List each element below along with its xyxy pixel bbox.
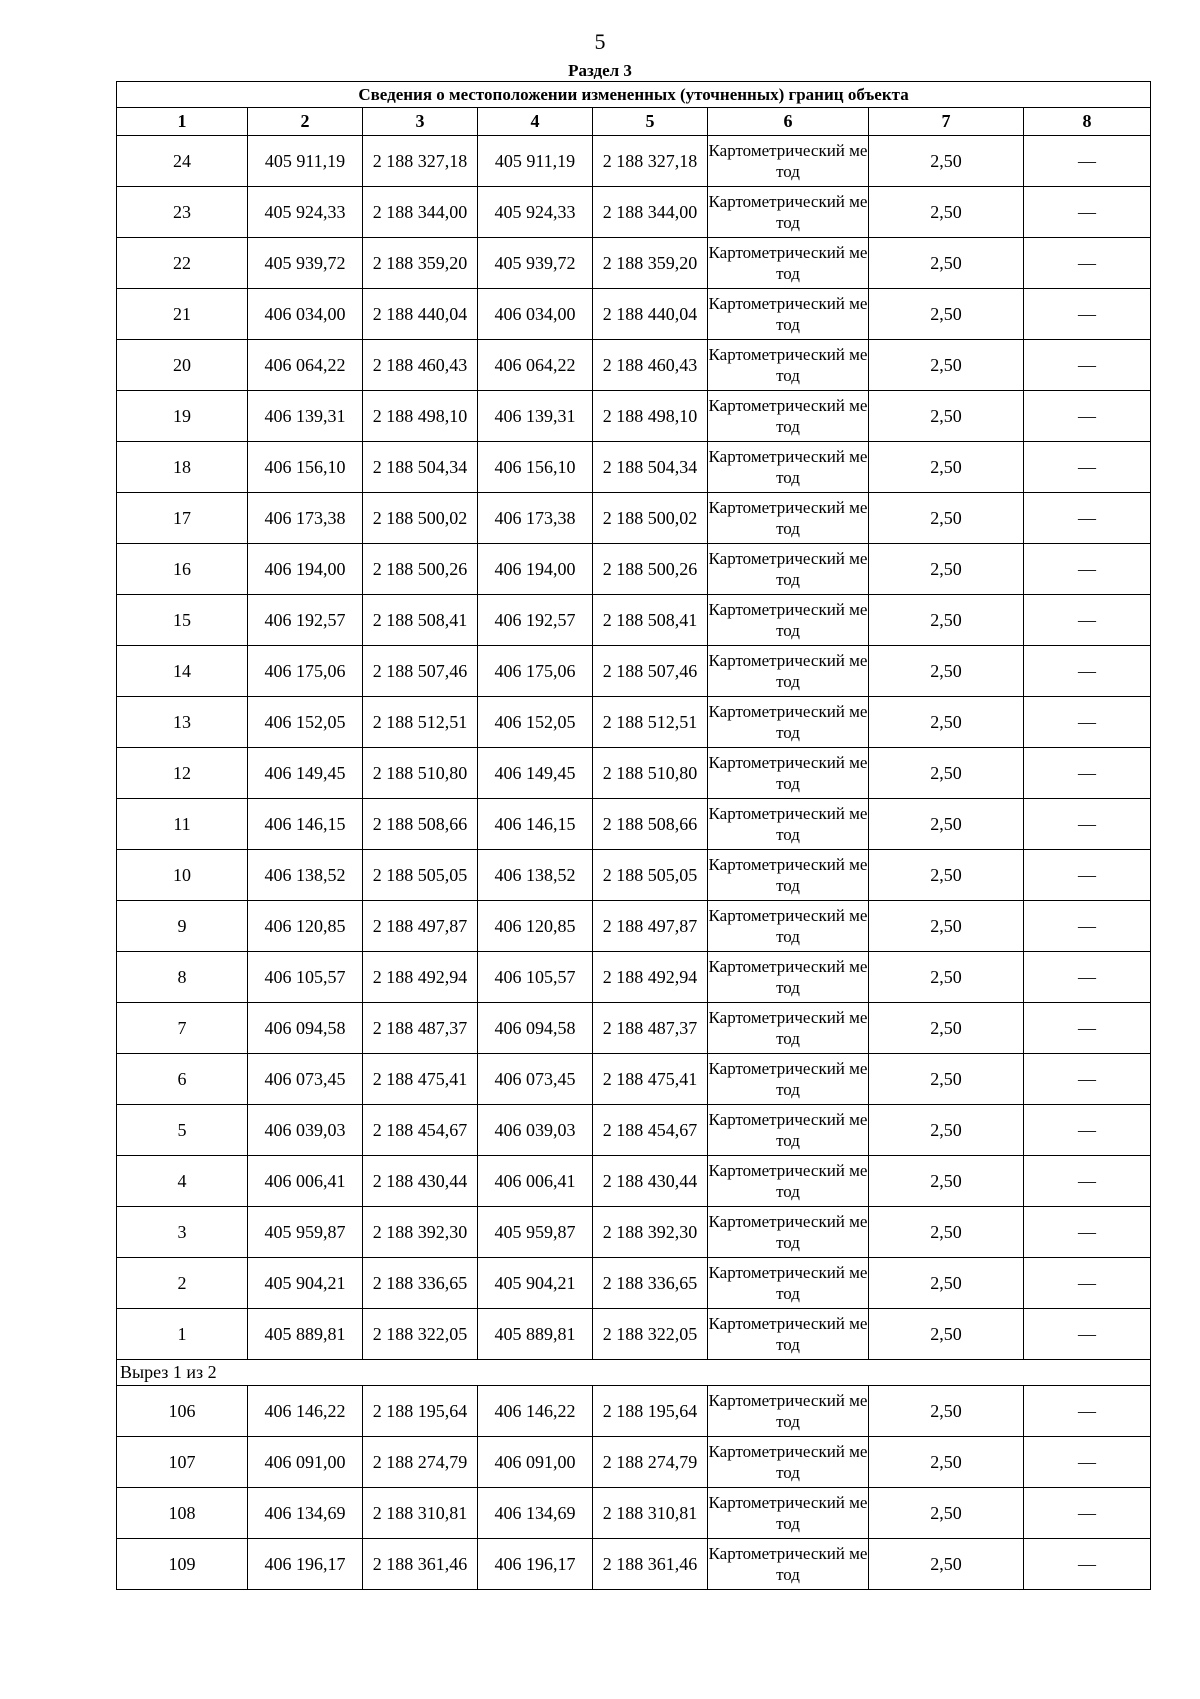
table-row bbox=[117, 238, 1151, 289]
y-existing-cell: 2 188 454,67 bbox=[363, 1105, 478, 1156]
y-refined-cell: 2 188 500,26 bbox=[593, 544, 708, 595]
y-refined-cell: 2 188 500,02 bbox=[593, 493, 708, 544]
accuracy-cell: 2,50 bbox=[869, 748, 1024, 799]
y-refined-cell: 2 188 274,79 bbox=[593, 1437, 708, 1488]
x-refined-cell: 406 192,57 bbox=[478, 595, 593, 646]
point-number-cell: 13 bbox=[117, 697, 248, 748]
description-cell: — bbox=[1024, 952, 1151, 1003]
y-refined-cell: 2 188 322,05 bbox=[593, 1309, 708, 1360]
table-row bbox=[117, 1309, 1151, 1360]
description-cell: — bbox=[1024, 442, 1151, 493]
x-existing-cell: 406 039,03 bbox=[248, 1105, 363, 1156]
column-number: 2 bbox=[248, 108, 363, 136]
column-number: 8 bbox=[1024, 108, 1151, 136]
method-cell: Картометрический метод bbox=[708, 442, 869, 493]
x-refined-cell: 406 094,58 bbox=[478, 1003, 593, 1054]
accuracy-cell: 2,50 bbox=[869, 1258, 1024, 1309]
point-number-cell: 9 bbox=[117, 901, 248, 952]
x-refined-cell: 406 120,85 bbox=[478, 901, 593, 952]
method-cell: Картометрический метод bbox=[708, 646, 869, 697]
column-number: 5 bbox=[593, 108, 708, 136]
y-existing-cell: 2 188 500,26 bbox=[363, 544, 478, 595]
description-cell: — bbox=[1024, 544, 1151, 595]
y-refined-cell: 2 188 327,18 bbox=[593, 136, 708, 187]
table-row bbox=[117, 1488, 1151, 1539]
x-existing-cell: 406 064,22 bbox=[248, 340, 363, 391]
point-number-cell: 107 bbox=[117, 1437, 248, 1488]
y-existing-cell: 2 188 504,34 bbox=[363, 442, 478, 493]
accuracy-cell: 2,50 bbox=[869, 391, 1024, 442]
accuracy-cell: 2,50 bbox=[869, 646, 1024, 697]
method-cell: Картометрический метод bbox=[708, 901, 869, 952]
method-cell: Картометрический метод bbox=[708, 1054, 869, 1105]
method-cell: Картометрический метод bbox=[708, 1309, 869, 1360]
column-number-row bbox=[117, 108, 1151, 136]
method-cell: Картометрический метод bbox=[708, 238, 869, 289]
y-existing-cell: 2 188 492,94 bbox=[363, 952, 478, 1003]
point-number-cell: 24 bbox=[117, 136, 248, 187]
y-existing-cell: 2 188 512,51 bbox=[363, 697, 478, 748]
table-row bbox=[117, 340, 1151, 391]
y-refined-cell: 2 188 440,04 bbox=[593, 289, 708, 340]
x-existing-cell: 406 091,00 bbox=[248, 1437, 363, 1488]
accuracy-cell: 2,50 bbox=[869, 1437, 1024, 1488]
table-row bbox=[117, 493, 1151, 544]
description-cell: — bbox=[1024, 1105, 1151, 1156]
y-refined-cell: 2 188 344,00 bbox=[593, 187, 708, 238]
description-cell: — bbox=[1024, 136, 1151, 187]
method-cell: Картометрический метод bbox=[708, 289, 869, 340]
x-existing-cell: 405 939,72 bbox=[248, 238, 363, 289]
method-cell: Картометрический метод bbox=[708, 1207, 869, 1258]
column-number: 7 bbox=[869, 108, 1024, 136]
y-existing-cell: 2 188 508,66 bbox=[363, 799, 478, 850]
x-refined-cell: 406 138,52 bbox=[478, 850, 593, 901]
y-refined-cell: 2 188 508,41 bbox=[593, 595, 708, 646]
point-number-cell: 20 bbox=[117, 340, 248, 391]
accuracy-cell: 2,50 bbox=[869, 595, 1024, 646]
x-existing-cell: 406 152,05 bbox=[248, 697, 363, 748]
accuracy-cell: 2,50 bbox=[869, 901, 1024, 952]
y-refined-cell: 2 188 195,64 bbox=[593, 1386, 708, 1437]
point-number-cell: 8 bbox=[117, 952, 248, 1003]
y-existing-cell: 2 188 487,37 bbox=[363, 1003, 478, 1054]
point-number-cell: 109 bbox=[117, 1539, 248, 1590]
table-row bbox=[117, 289, 1151, 340]
x-existing-cell: 406 194,00 bbox=[248, 544, 363, 595]
accuracy-cell: 2,50 bbox=[869, 187, 1024, 238]
column-number: 1 bbox=[117, 108, 248, 136]
x-existing-cell: 406 149,45 bbox=[248, 748, 363, 799]
accuracy-cell: 2,50 bbox=[869, 952, 1024, 1003]
point-number-cell: 22 bbox=[117, 238, 248, 289]
accuracy-cell: 2,50 bbox=[869, 1207, 1024, 1258]
y-existing-cell: 2 188 336,65 bbox=[363, 1258, 478, 1309]
x-existing-cell: 406 146,15 bbox=[248, 799, 363, 850]
accuracy-cell: 2,50 bbox=[869, 1054, 1024, 1105]
accuracy-cell: 2,50 bbox=[869, 238, 1024, 289]
point-number-cell: 21 bbox=[117, 289, 248, 340]
y-existing-cell: 2 188 344,00 bbox=[363, 187, 478, 238]
point-number-cell: 5 bbox=[117, 1105, 248, 1156]
description-cell: — bbox=[1024, 238, 1151, 289]
y-existing-cell: 2 188 274,79 bbox=[363, 1437, 478, 1488]
x-refined-cell: 405 939,72 bbox=[478, 238, 593, 289]
x-existing-cell: 406 196,17 bbox=[248, 1539, 363, 1590]
description-cell: — bbox=[1024, 1258, 1151, 1309]
x-existing-cell: 405 924,33 bbox=[248, 187, 363, 238]
table-row bbox=[117, 442, 1151, 493]
x-refined-cell: 405 959,87 bbox=[478, 1207, 593, 1258]
method-cell: Картометрический метод bbox=[708, 850, 869, 901]
point-number-cell: 16 bbox=[117, 544, 248, 595]
method-cell: Картометрический метод bbox=[708, 1386, 869, 1437]
point-number-cell: 14 bbox=[117, 646, 248, 697]
method-cell: Картометрический метод bbox=[708, 391, 869, 442]
x-existing-cell: 406 146,22 bbox=[248, 1386, 363, 1437]
y-refined-cell: 2 188 361,46 bbox=[593, 1539, 708, 1590]
method-cell: Картометрический метод bbox=[708, 748, 869, 799]
accuracy-cell: 2,50 bbox=[869, 799, 1024, 850]
method-cell: Картометрический метод bbox=[708, 340, 869, 391]
method-cell: Картометрический метод bbox=[708, 799, 869, 850]
table-row bbox=[117, 850, 1151, 901]
y-existing-cell: 2 188 322,05 bbox=[363, 1309, 478, 1360]
table-row bbox=[117, 1003, 1151, 1054]
y-existing-cell: 2 188 498,10 bbox=[363, 391, 478, 442]
y-refined-cell: 2 188 508,66 bbox=[593, 799, 708, 850]
y-refined-cell: 2 188 510,80 bbox=[593, 748, 708, 799]
accuracy-cell: 2,50 bbox=[869, 289, 1024, 340]
x-existing-cell: 405 959,87 bbox=[248, 1207, 363, 1258]
y-refined-cell: 2 188 430,44 bbox=[593, 1156, 708, 1207]
table-row bbox=[117, 391, 1151, 442]
x-refined-cell: 406 146,15 bbox=[478, 799, 593, 850]
y-existing-cell: 2 188 510,80 bbox=[363, 748, 478, 799]
description-cell: — bbox=[1024, 1003, 1151, 1054]
accuracy-cell: 2,50 bbox=[869, 1488, 1024, 1539]
y-refined-cell: 2 188 336,65 bbox=[593, 1258, 708, 1309]
description-cell: — bbox=[1024, 595, 1151, 646]
x-refined-cell: 406 064,22 bbox=[478, 340, 593, 391]
x-existing-cell: 406 138,52 bbox=[248, 850, 363, 901]
x-refined-cell: 406 134,69 bbox=[478, 1488, 593, 1539]
column-number: 6 bbox=[708, 108, 869, 136]
y-refined-cell: 2 188 504,34 bbox=[593, 442, 708, 493]
point-number-cell: 4 bbox=[117, 1156, 248, 1207]
accuracy-cell: 2,50 bbox=[869, 1386, 1024, 1437]
y-refined-cell: 2 188 497,87 bbox=[593, 901, 708, 952]
point-number-cell: 11 bbox=[117, 799, 248, 850]
y-refined-cell: 2 188 475,41 bbox=[593, 1054, 708, 1105]
y-existing-cell: 2 188 310,81 bbox=[363, 1488, 478, 1539]
y-existing-cell: 2 188 430,44 bbox=[363, 1156, 478, 1207]
x-existing-cell: 405 904,21 bbox=[248, 1258, 363, 1309]
method-cell: Картометрический метод bbox=[708, 1003, 869, 1054]
description-cell: — bbox=[1024, 187, 1151, 238]
method-cell: Картометрический метод bbox=[708, 1539, 869, 1590]
method-cell: Картометрический метод bbox=[708, 1258, 869, 1309]
accuracy-cell: 2,50 bbox=[869, 1156, 1024, 1207]
method-cell: Картометрический метод bbox=[708, 595, 869, 646]
x-refined-cell: 406 006,41 bbox=[478, 1156, 593, 1207]
point-number-cell: 23 bbox=[117, 187, 248, 238]
point-number-cell: 2 bbox=[117, 1258, 248, 1309]
x-refined-cell: 405 904,21 bbox=[478, 1258, 593, 1309]
description-cell: — bbox=[1024, 391, 1151, 442]
description-cell: — bbox=[1024, 340, 1151, 391]
y-refined-cell: 2 188 487,37 bbox=[593, 1003, 708, 1054]
table-row bbox=[117, 1207, 1151, 1258]
coordinates-table bbox=[116, 81, 1151, 1590]
x-existing-cell: 406 134,69 bbox=[248, 1488, 363, 1539]
x-existing-cell: 406 156,10 bbox=[248, 442, 363, 493]
y-refined-cell: 2 188 454,67 bbox=[593, 1105, 708, 1156]
page-number: 5 bbox=[594, 29, 606, 54]
table-row bbox=[117, 901, 1151, 952]
table-row bbox=[117, 799, 1151, 850]
method-cell: Картометрический метод bbox=[708, 136, 869, 187]
y-refined-cell: 2 188 498,10 bbox=[593, 391, 708, 442]
table-row bbox=[117, 1258, 1151, 1309]
table-row bbox=[117, 1386, 1151, 1437]
point-number-cell: 17 bbox=[117, 493, 248, 544]
description-cell: — bbox=[1024, 799, 1151, 850]
point-number-cell: 1 bbox=[117, 1309, 248, 1360]
x-refined-cell: 405 889,81 bbox=[478, 1309, 593, 1360]
accuracy-cell: 2,50 bbox=[869, 1105, 1024, 1156]
method-cell: Картометрический метод bbox=[708, 1156, 869, 1207]
y-existing-cell: 2 188 327,18 bbox=[363, 136, 478, 187]
accuracy-cell: 2,50 bbox=[869, 442, 1024, 493]
y-existing-cell: 2 188 195,64 bbox=[363, 1386, 478, 1437]
description-cell: — bbox=[1024, 1386, 1151, 1437]
column-number: 3 bbox=[363, 108, 478, 136]
point-number-cell: 10 bbox=[117, 850, 248, 901]
accuracy-cell: 2,50 bbox=[869, 1539, 1024, 1590]
description-cell: — bbox=[1024, 850, 1151, 901]
description-cell: — bbox=[1024, 289, 1151, 340]
table-row bbox=[117, 187, 1151, 238]
table-row bbox=[117, 646, 1151, 697]
description-cell: — bbox=[1024, 1437, 1151, 1488]
x-existing-cell: 406 139,31 bbox=[248, 391, 363, 442]
method-cell: Картометрический метод bbox=[708, 544, 869, 595]
x-refined-cell: 406 139,31 bbox=[478, 391, 593, 442]
x-refined-cell: 406 149,45 bbox=[478, 748, 593, 799]
point-number-cell: 12 bbox=[117, 748, 248, 799]
x-existing-cell: 405 889,81 bbox=[248, 1309, 363, 1360]
x-refined-cell: 406 091,00 bbox=[478, 1437, 593, 1488]
y-refined-cell: 2 188 505,05 bbox=[593, 850, 708, 901]
point-number-cell: 6 bbox=[117, 1054, 248, 1105]
x-existing-cell: 406 173,38 bbox=[248, 493, 363, 544]
description-cell: — bbox=[1024, 1309, 1151, 1360]
y-existing-cell: 2 188 507,46 bbox=[363, 646, 478, 697]
point-number-cell: 15 bbox=[117, 595, 248, 646]
subsection-row bbox=[117, 1360, 1151, 1386]
y-existing-cell: 2 188 392,30 bbox=[363, 1207, 478, 1258]
accuracy-cell: 2,50 bbox=[869, 1003, 1024, 1054]
x-refined-cell: 406 175,06 bbox=[478, 646, 593, 697]
x-existing-cell: 406 034,00 bbox=[248, 289, 363, 340]
y-refined-cell: 2 188 392,30 bbox=[593, 1207, 708, 1258]
x-existing-cell: 406 094,58 bbox=[248, 1003, 363, 1054]
table-row bbox=[117, 1156, 1151, 1207]
method-cell: Картометрический метод bbox=[708, 952, 869, 1003]
point-number-cell: 19 bbox=[117, 391, 248, 442]
description-cell: — bbox=[1024, 697, 1151, 748]
x-refined-cell: 405 911,19 bbox=[478, 136, 593, 187]
point-number-cell: 106 bbox=[117, 1386, 248, 1437]
y-refined-cell: 2 188 507,46 bbox=[593, 646, 708, 697]
subsection-label: Вырез 1 из 2 bbox=[117, 1360, 1151, 1386]
y-existing-cell: 2 188 505,05 bbox=[363, 850, 478, 901]
x-existing-cell: 405 911,19 bbox=[248, 136, 363, 187]
x-refined-cell: 406 156,10 bbox=[478, 442, 593, 493]
y-refined-cell: 2 188 512,51 bbox=[593, 697, 708, 748]
description-cell: — bbox=[1024, 1207, 1151, 1258]
column-number: 4 bbox=[478, 108, 593, 136]
point-number-cell: 7 bbox=[117, 1003, 248, 1054]
method-cell: Картометрический метод bbox=[708, 1488, 869, 1539]
x-refined-cell: 406 034,00 bbox=[478, 289, 593, 340]
accuracy-cell: 2,50 bbox=[869, 1309, 1024, 1360]
x-refined-cell: 406 173,38 bbox=[478, 493, 593, 544]
method-cell: Картометрический метод bbox=[708, 697, 869, 748]
description-cell: — bbox=[1024, 1054, 1151, 1105]
description-cell: — bbox=[1024, 646, 1151, 697]
method-cell: Картометрический метод bbox=[708, 187, 869, 238]
table-row bbox=[117, 136, 1151, 187]
y-refined-cell: 2 188 460,43 bbox=[593, 340, 708, 391]
accuracy-cell: 2,50 bbox=[869, 697, 1024, 748]
x-refined-cell: 406 194,00 bbox=[478, 544, 593, 595]
x-refined-cell: 406 196,17 bbox=[478, 1539, 593, 1590]
y-existing-cell: 2 188 475,41 bbox=[363, 1054, 478, 1105]
x-refined-cell: 406 039,03 bbox=[478, 1105, 593, 1156]
section-title: Раздел 3 bbox=[568, 61, 632, 80]
description-cell: — bbox=[1024, 1156, 1151, 1207]
table-row bbox=[117, 1539, 1151, 1590]
x-existing-cell: 406 192,57 bbox=[248, 595, 363, 646]
table-row bbox=[117, 595, 1151, 646]
point-number-cell: 18 bbox=[117, 442, 248, 493]
y-existing-cell: 2 188 359,20 bbox=[363, 238, 478, 289]
method-cell: Картометрический метод bbox=[708, 493, 869, 544]
accuracy-cell: 2,50 bbox=[869, 850, 1024, 901]
x-refined-cell: 406 073,45 bbox=[478, 1054, 593, 1105]
y-refined-cell: 2 188 359,20 bbox=[593, 238, 708, 289]
y-existing-cell: 2 188 460,43 bbox=[363, 340, 478, 391]
method-cell: Картометрический метод bbox=[708, 1437, 869, 1488]
table-caption: Сведения о местоположении измененных (уточненных) границ объекта bbox=[117, 82, 1151, 108]
y-refined-cell: 2 188 310,81 bbox=[593, 1488, 708, 1539]
table-row bbox=[117, 1054, 1151, 1105]
x-existing-cell: 406 073,45 bbox=[248, 1054, 363, 1105]
table-row bbox=[117, 544, 1151, 595]
description-cell: — bbox=[1024, 901, 1151, 952]
table-caption-row bbox=[117, 82, 1151, 108]
x-existing-cell: 406 105,57 bbox=[248, 952, 363, 1003]
x-refined-cell: 406 146,22 bbox=[478, 1386, 593, 1437]
accuracy-cell: 2,50 bbox=[869, 493, 1024, 544]
x-refined-cell: 406 152,05 bbox=[478, 697, 593, 748]
table-row bbox=[117, 1437, 1151, 1488]
y-existing-cell: 2 188 440,04 bbox=[363, 289, 478, 340]
y-refined-cell: 2 188 492,94 bbox=[593, 952, 708, 1003]
y-existing-cell: 2 188 500,02 bbox=[363, 493, 478, 544]
method-cell: Картометрический метод bbox=[708, 1105, 869, 1156]
table-row bbox=[117, 1105, 1151, 1156]
point-number-cell: 3 bbox=[117, 1207, 248, 1258]
table-row bbox=[117, 748, 1151, 799]
y-existing-cell: 2 188 508,41 bbox=[363, 595, 478, 646]
description-cell: — bbox=[1024, 1488, 1151, 1539]
description-cell: — bbox=[1024, 1539, 1151, 1590]
x-existing-cell: 406 175,06 bbox=[248, 646, 363, 697]
x-refined-cell: 406 105,57 bbox=[478, 952, 593, 1003]
table-row bbox=[117, 697, 1151, 748]
x-refined-cell: 405 924,33 bbox=[478, 187, 593, 238]
point-number-cell: 108 bbox=[117, 1488, 248, 1539]
description-cell: — bbox=[1024, 493, 1151, 544]
description-cell: — bbox=[1024, 748, 1151, 799]
x-existing-cell: 406 006,41 bbox=[248, 1156, 363, 1207]
x-existing-cell: 406 120,85 bbox=[248, 901, 363, 952]
y-existing-cell: 2 188 497,87 bbox=[363, 901, 478, 952]
table-row bbox=[117, 952, 1151, 1003]
y-existing-cell: 2 188 361,46 bbox=[363, 1539, 478, 1590]
accuracy-cell: 2,50 bbox=[869, 136, 1024, 187]
accuracy-cell: 2,50 bbox=[869, 340, 1024, 391]
accuracy-cell: 2,50 bbox=[869, 544, 1024, 595]
